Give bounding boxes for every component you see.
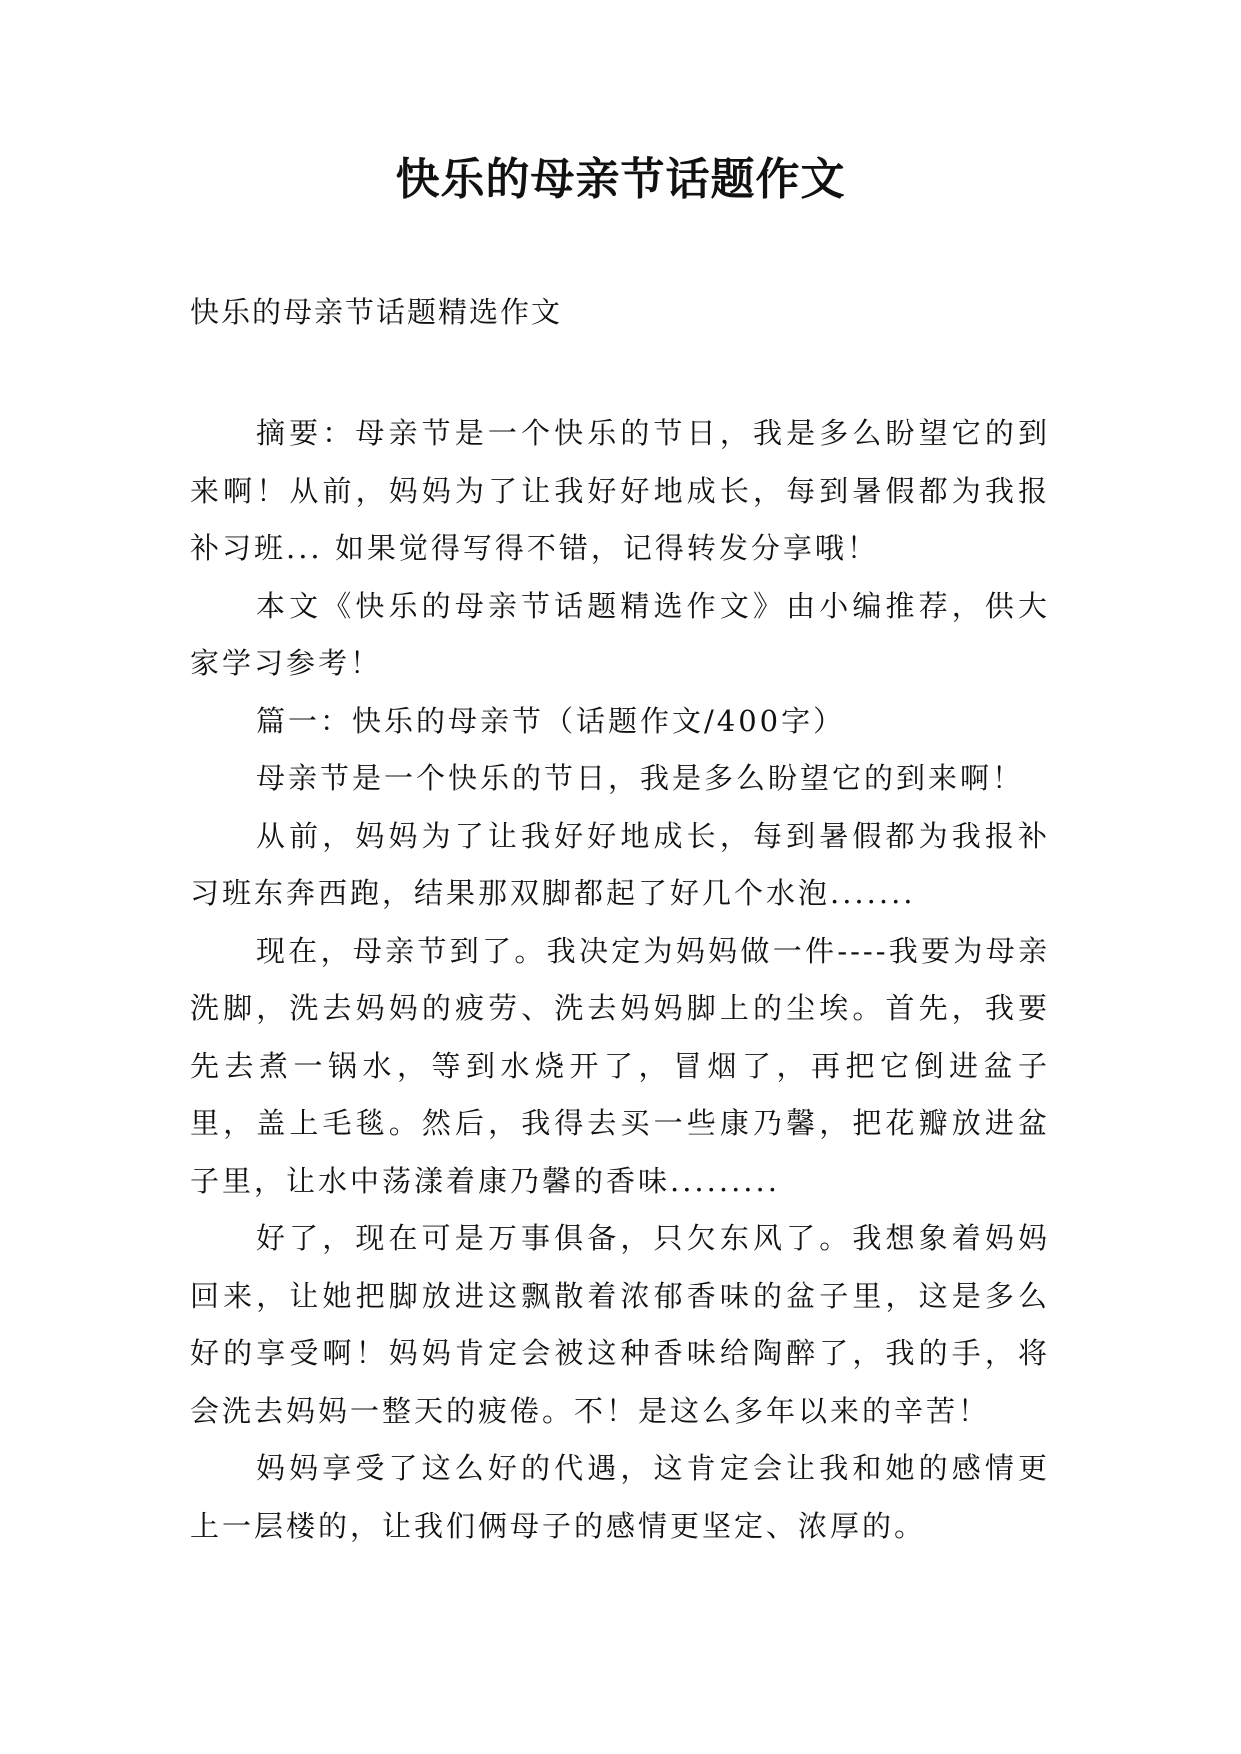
paragraph: 从前，妈妈为了让我好好地成长，每到暑假都为我报补习班东奔西跑，结果那双脚都起了好几个水泡....... bbox=[190, 818, 1050, 910]
paragraph: 现在，母亲节到了。我决定为妈妈做一件----我要为母亲洗脚，洗去妈妈的疲劳、洗去妈妈脚上的尘埃。首先，我要先去煮一锅水，等到水烧开了，冒烟了，再把它倒进盆子里，盖上毛毯。然后，我得去买一些康乃馨，把花瓣放进盆子里，让水中荡漾着康乃馨的香味......... bbox=[190, 933, 1050, 1198]
paragraph: 妈妈享受了这么好的代遇，这肯定会让我和她的感情更上一层楼的，让我们俩母子的感情更坚定、浓厚的。 bbox=[190, 1451, 1050, 1543]
paragraph-section-heading: 篇一：快乐的母亲节（话题作文/400字） bbox=[256, 703, 846, 738]
paragraph-abstract: 摘要：母亲节是一个快乐的节日，我是多么盼望它的到来啊！从前，妈妈为了让我好好地成长，每到暑假都为我报补习班... 如果觉得写得不错，记得转发分享哦！ bbox=[190, 416, 1050, 565]
paragraph: 母亲节是一个快乐的节日，我是多么盼望它的到来啊！ bbox=[256, 761, 1025, 795]
paragraph-recommendation: 本文《快乐的母亲节话题精选作文》由小编推荐，供大家学习参考！ bbox=[190, 588, 1050, 680]
document-title: 快乐的母亲节话题作文 bbox=[395, 154, 846, 205]
document-subtitle: 快乐的母亲节话题精选作文 bbox=[190, 295, 563, 329]
document-body bbox=[190, 405, 1050, 1555]
paragraph: 好了，现在可是万事俱备，只欠东风了。我想象着妈妈回来，让她把脚放进这飘散着浓郁香味的盆子里，这是多么好的享受啊！妈妈肯定会被这种香味给陶醉了，我的手，将会洗去妈妈一整天的疲倦。不！是这么多年以来的辛苦！ bbox=[190, 1221, 1050, 1428]
